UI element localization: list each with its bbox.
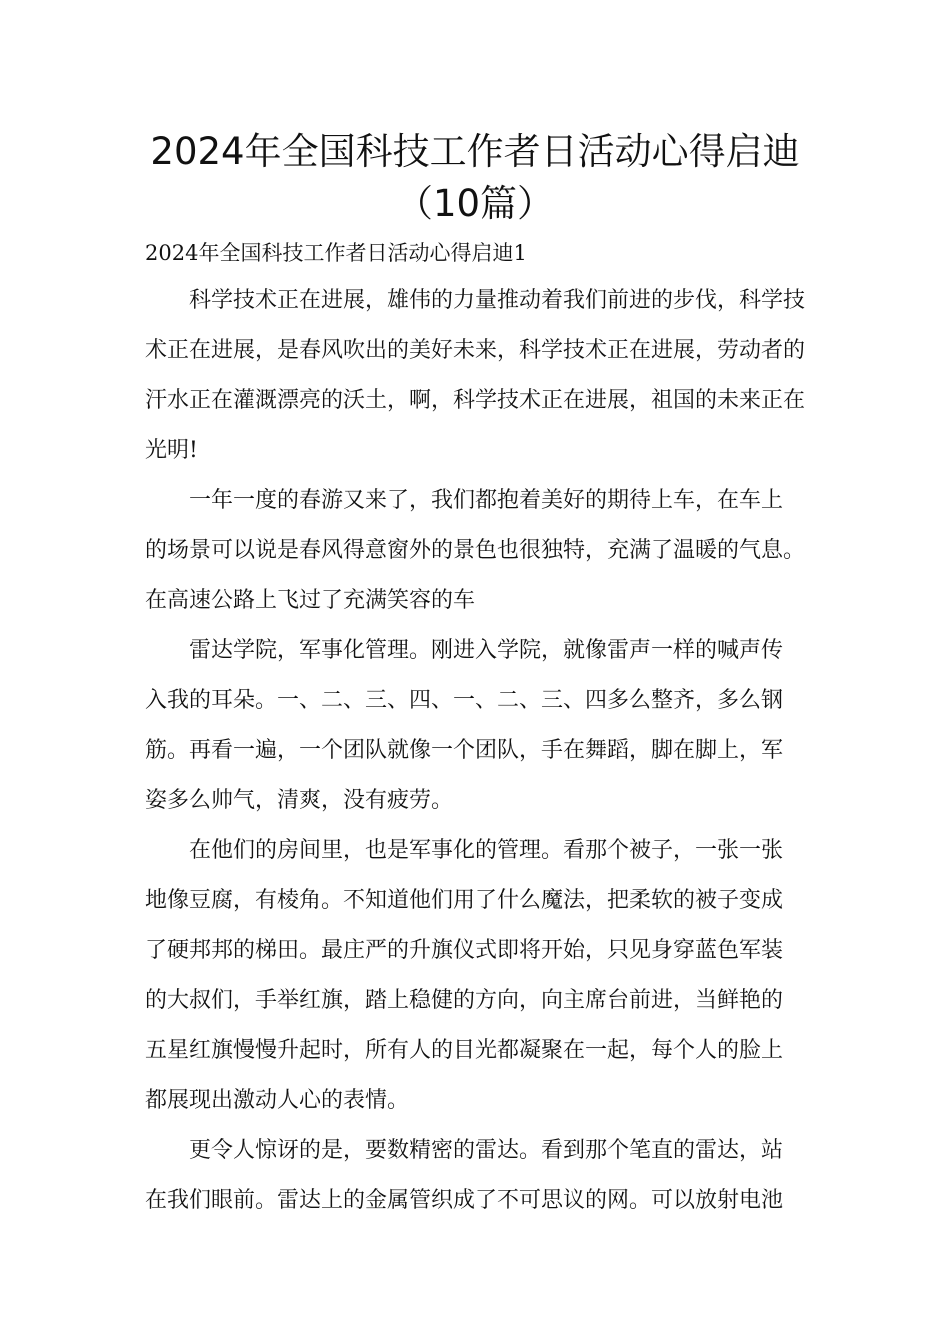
paragraph-4: 在他们的房间里，也是军事化的管理。看那个被子，一张一张 地像豆腐，有棱角。不知道他们用了什么魔法，把柔软的被子变成 了硬邦邦的梯田。最庄严的升旗仪式即将开始，只见身穿蓝色军装 的大叔们，手举红旗，踏上稳健的方向，向主席台前进，当鲜艳的 五星红旗慢慢升起时，所有人的目光都凝聚在一起，每个人的脸上 都展现出激动人心的表情。: [145, 838, 784, 1113]
section-heading: 2024年全国科技工作者日活动心得启迪1: [145, 241, 527, 265]
paragraph-1: 科学技术正在进展，雄伟的力量推动着我们前进的步伐，科学技术正在进展，是春风吹出的美好未来，科学技术正在进展，劳动者的汗水正在灌溉漂亮的沃土，啊，科学技术正在进展，祖国的未来正在光明!: [145, 288, 806, 463]
document-title: 2024年全国科技工作者日活动心得启迪 （10篇）: [150, 130, 800, 225]
paragraph-2: 一年一度的春游又来了，我们都抱着美好的期待上车，在车上 的场景可以说是春风得意窗外的景色也很独特，充满了温暖的气息。 在高速公路上飞过了充满笑容的车: [145, 488, 806, 613]
paragraph-5: 更令人惊讶的是，要数精密的雷达。看到那个笔直的雷达，站 在我们眼前。雷达上的金属管织成了不可思议的网。可以放射电池: [145, 1138, 784, 1213]
document-body: [145, 276, 825, 1226]
paragraph-3: 雷达学院，军事化管理。刚进入学院，就像雷声一样的喊声传 入我的耳朵。一、二、三、四、一、二、三、四多么整齐，多么钢 筋。再看一遍，一个团队就像一个团队，手在舞蹈，脚在脚上，军 姿多么帅气，清爽，没有疲劳。: [145, 638, 784, 813]
